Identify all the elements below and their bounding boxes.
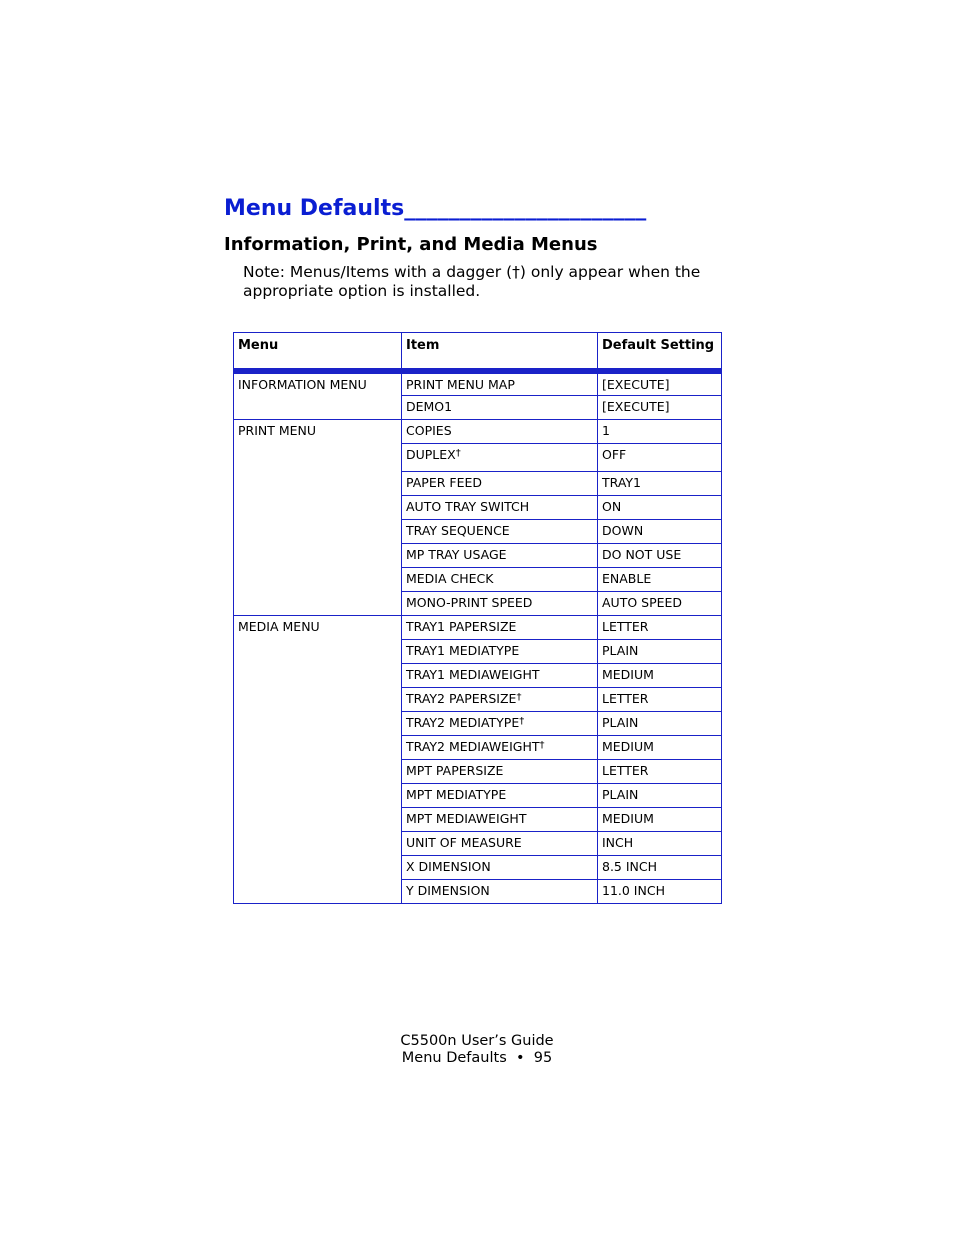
title-rule: ______________________ — [404, 196, 647, 221]
item-label: MEDIA CHECK — [406, 570, 494, 586]
default-setting-cell: MEDIUM — [598, 735, 722, 759]
default-setting-cell: MEDIUM — [598, 807, 722, 831]
footer-guide-title: C5500n User’s Guide — [400, 1033, 554, 1049]
item-label: DEMO1 — [406, 398, 453, 414]
menu-name-cell: PRINT MENU — [234, 419, 402, 615]
item-label: TRAY SEQUENCE — [406, 522, 510, 538]
column-header-item: Item — [402, 333, 598, 372]
page-title — [224, 196, 646, 221]
section-heading: Information, Print, and Media Menus — [224, 234, 598, 255]
item-label: PAPER FEED — [406, 474, 482, 490]
item-cell — [402, 687, 598, 711]
default-setting-cell: LETTER — [598, 687, 722, 711]
item-label: COPIES — [406, 422, 452, 438]
item-label: Y DIMENSION — [406, 882, 490, 898]
column-header-menu: Menu — [234, 333, 402, 372]
item-cell — [402, 855, 598, 879]
item-label: UNIT OF MEASURE — [406, 834, 522, 850]
item-cell — [402, 471, 598, 495]
default-setting-cell: AUTO SPEED — [598, 591, 722, 615]
dagger-mark: † — [539, 739, 545, 751]
menu-name-cell: INFORMATION MENU — [234, 371, 402, 419]
item-cell — [402, 783, 598, 807]
default-setting-cell: [EXECUTE] — [598, 395, 722, 419]
default-setting-cell: LETTER — [598, 615, 722, 639]
default-setting-cell: PLAIN — [598, 711, 722, 735]
item-label: MPT MEDIAWEIGHT — [406, 810, 527, 826]
item-cell — [402, 567, 598, 591]
default-setting-cell: TRAY1 — [598, 471, 722, 495]
item-cell — [402, 639, 598, 663]
default-setting-cell: LETTER — [598, 759, 722, 783]
menu-defaults-table — [233, 332, 722, 904]
item-label: PRINT MENU MAP — [406, 377, 515, 392]
item-label: TRAY1 MEDIAWEIGHT — [406, 666, 540, 682]
item-label: MPT PAPERSIZE — [406, 762, 504, 778]
dagger-note: Note: Menus/Items with a dagger (†) only appear when the appropriate option is installed. — [243, 263, 701, 300]
item-label: MPT MEDIATYPE — [406, 786, 507, 802]
table-header-row — [234, 333, 722, 372]
table-row — [234, 371, 722, 395]
item-label: TRAY1 PAPERSIZE — [406, 618, 517, 634]
dagger-mark: † — [516, 691, 522, 703]
item-cell — [402, 495, 598, 519]
dagger-mark: † — [519, 715, 525, 727]
item-cell — [402, 615, 598, 639]
item-cell — [402, 591, 598, 615]
item-cell — [402, 711, 598, 735]
dagger-mark: † — [455, 447, 461, 459]
item-cell — [402, 443, 598, 471]
item-label: DUPLEX — [406, 446, 456, 462]
default-setting-cell: OFF — [598, 443, 722, 471]
item-cell — [402, 419, 598, 443]
column-header-default-setting: Default Setting — [598, 333, 722, 372]
default-setting-cell: ENABLE — [598, 567, 722, 591]
item-label: AUTO TRAY SWITCH — [406, 498, 530, 514]
item-cell — [402, 879, 598, 903]
default-setting-cell: 1 — [598, 419, 722, 443]
table-row — [234, 615, 722, 639]
page-footer — [0, 1033, 954, 1067]
table-body — [234, 371, 722, 903]
table-row — [234, 419, 722, 443]
item-label: MONO-PRINT SPEED — [406, 594, 533, 610]
default-setting-cell: 8.5 INCH — [598, 855, 722, 879]
default-setting-cell: INCH — [598, 831, 722, 855]
default-setting-cell: ON — [598, 495, 722, 519]
item-cell — [402, 519, 598, 543]
item-cell — [402, 663, 598, 687]
item-label: TRAY2 MEDIATYPE — [406, 714, 520, 730]
item-label: TRAY2 PAPERSIZE — [406, 690, 517, 706]
item-label: TRAY1 MEDIATYPE — [406, 642, 520, 658]
title-text: Menu Defaults — [224, 196, 405, 221]
item-cell — [402, 807, 598, 831]
item-label: MP TRAY USAGE — [406, 546, 507, 562]
default-setting-cell: DOWN — [598, 519, 722, 543]
menu-name-cell: MEDIA MENU — [234, 615, 402, 903]
footer-page-info: Menu Defaults • 95 — [401, 1050, 553, 1066]
item-cell — [402, 735, 598, 759]
default-setting-cell: [EXECUTE] — [598, 371, 722, 395]
item-cell — [402, 371, 598, 395]
item-label: TRAY2 MEDIAWEIGHT — [406, 738, 540, 754]
default-setting-cell: MEDIUM — [598, 663, 722, 687]
default-setting-cell: DO NOT USE — [598, 543, 722, 567]
default-setting-cell: 11.0 INCH — [598, 879, 722, 903]
default-setting-cell: PLAIN — [598, 639, 722, 663]
item-cell — [402, 831, 598, 855]
item-cell — [402, 759, 598, 783]
item-cell — [402, 395, 598, 419]
item-label: X DIMENSION — [406, 858, 491, 874]
default-setting-cell: PLAIN — [598, 783, 722, 807]
item-cell — [402, 543, 598, 567]
